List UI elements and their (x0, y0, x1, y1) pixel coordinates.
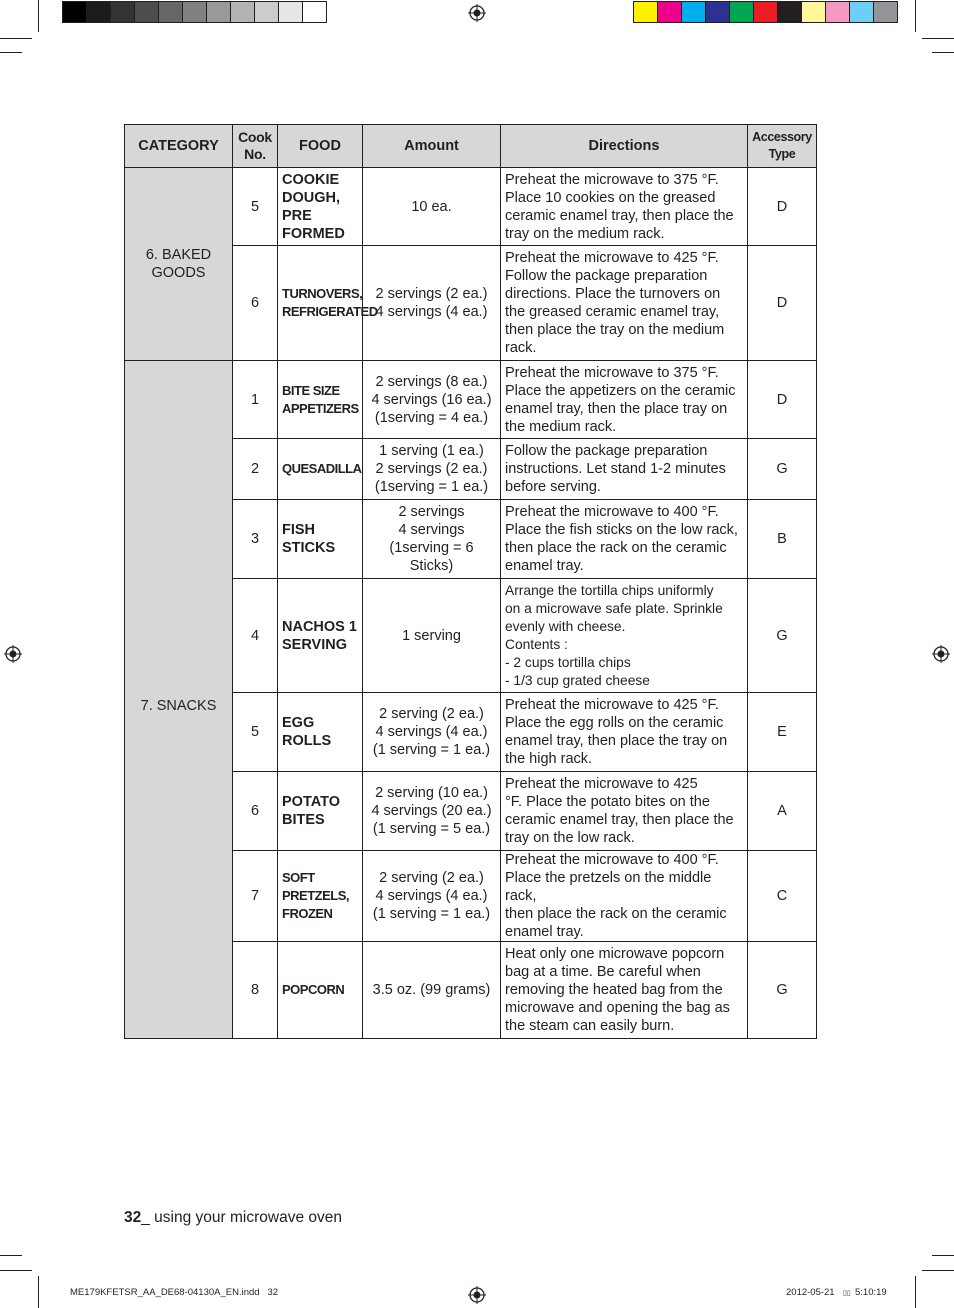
registration-mark-icon (468, 1286, 486, 1304)
amount-line: 1 serving (402, 627, 461, 644)
directions-line: - 1/3 cup grated cheese (505, 672, 650, 688)
food-line: POPCORN (282, 982, 345, 997)
amount-line: (1 serving = 5 ea.) (372, 821, 491, 837)
food-line: ROLLS (282, 733, 332, 749)
category-cell (125, 361, 233, 1039)
directions-line: then place the rack on the ceramic (505, 540, 727, 556)
food-cell (278, 942, 363, 1039)
color-swatch (182, 2, 206, 22)
color-swatch (657, 2, 681, 22)
color-swatch (681, 2, 705, 22)
header-directions: Directions (501, 125, 748, 168)
directions-line: Preheat the microwave to 425 (505, 776, 698, 792)
food-cell (278, 439, 363, 500)
table-header-row (125, 125, 817, 168)
gray-color-bar (62, 1, 327, 23)
slug-date: 2012-05-21 (786, 1287, 835, 1298)
food-line: FROZEN (282, 906, 333, 921)
accessory-type-cell: E (748, 693, 817, 772)
food-cell (278, 579, 363, 693)
color-swatch (634, 2, 657, 22)
header-accessory-type (748, 125, 817, 168)
food-line: COOKIE (282, 171, 340, 188)
registration-mark-icon (468, 4, 486, 22)
accessory-type-cell: D (748, 246, 817, 361)
amount-line: 1 serving (1 ea.) (379, 443, 484, 459)
directions-line: Preheat the microwave to 375 °F. (505, 364, 719, 381)
directions-cell (501, 693, 748, 772)
cook-number-cell: 5 (233, 168, 278, 246)
crop-mark (38, 1276, 39, 1308)
directions-line: then place the tray on the medium (505, 322, 725, 338)
amount-line: (1 serving = 1 ea.) (372, 742, 491, 758)
header-accessory-line: Type (768, 147, 796, 161)
cook-number-cell: 8 (233, 942, 278, 1039)
amount-cell (363, 579, 501, 693)
process-color-bar (633, 1, 898, 23)
color-swatch (801, 2, 825, 22)
amount-cell (363, 500, 501, 579)
amount-line: 2 servings (8 ea.) (375, 373, 488, 390)
food-line: NACHOS 1 (282, 618, 357, 635)
directions-cell (501, 851, 748, 942)
cook-number-cell: 1 (233, 361, 278, 439)
amount-line: 4 servings (4 ea.) (375, 888, 488, 904)
accessory-type-cell: C (748, 851, 817, 942)
color-swatch (63, 2, 86, 22)
directions-line: Place the appetizers on the ceramic (505, 382, 736, 399)
amount-line: 4 servings (16 ea.) (371, 391, 492, 408)
directions-line: before serving. (505, 479, 601, 495)
cook-number-cell: 6 (233, 246, 278, 361)
directions-line: removing the heated bag from the (505, 982, 723, 998)
header-food: FOOD (278, 125, 363, 168)
food-line: TURNOVERS, (282, 286, 363, 301)
directions-line: directions. Place the turnovers on (505, 286, 721, 302)
directions-line: Preheat the microwave to 375 °F. (505, 171, 719, 188)
accessory-type-cell: G (748, 942, 817, 1039)
food-cell (278, 361, 363, 439)
slug-filename: ME179KFETSR_AA_DE68-04130A_EN.indd 32 (70, 1287, 279, 1298)
directions-line: on a microwave safe plate. Sprinkle (505, 600, 723, 616)
amount-line: 10 ea. (411, 198, 452, 215)
food-cell (278, 851, 363, 942)
food-line: REFRIGERATED (282, 304, 378, 319)
directions-line: ceramic enamel tray, then place the (505, 812, 734, 828)
directions-line: enamel tray, then place the tray on (505, 733, 728, 749)
food-cell (278, 500, 363, 579)
color-swatch (753, 2, 777, 22)
food-line: POTATO (282, 794, 340, 810)
amount-cell (363, 772, 501, 851)
cook-number-cell: 7 (233, 851, 278, 942)
directions-line: bag at a time. Be careful when (505, 964, 701, 980)
header-amount: Amount (363, 125, 501, 168)
color-swatch (777, 2, 801, 22)
slug-time: 5:10:19 (855, 1287, 887, 1298)
color-swatch (86, 2, 110, 22)
directions-line: Preheat the microwave to 400 °F. (505, 852, 719, 868)
color-swatch (254, 2, 278, 22)
directions-line: the high rack. (505, 751, 593, 767)
amount-cell (363, 439, 501, 500)
amount-line: (1 serving = 1 ea.) (372, 906, 491, 922)
food-line: PRE (282, 207, 312, 224)
food-cell (278, 772, 363, 851)
cook-number-cell: 3 (233, 500, 278, 579)
directions-cell (501, 361, 748, 439)
directions-line: the medium rack. (505, 418, 617, 435)
amount-line: 2 servings (398, 504, 465, 520)
accessory-type-cell: B (748, 500, 817, 579)
directions-line: Preheat the microwave to 425 °F. (505, 250, 719, 266)
crop-mark (0, 38, 32, 39)
directions-cell (501, 500, 748, 579)
header-category: CATEGORY (125, 125, 233, 168)
amount-line: 2 serving (2 ea.) (379, 706, 484, 722)
directions-line: rack. (505, 340, 537, 356)
directions-line: then place the rack on the ceramic (505, 906, 727, 922)
registration-mark-icon (4, 645, 22, 663)
directions-line: tray on the low rack. (505, 830, 635, 846)
color-swatch (873, 2, 897, 22)
amount-line: 3.5 oz. (99 grams) (372, 982, 491, 998)
amount-cell (363, 851, 501, 942)
directions-line: enamel tray. (505, 558, 584, 574)
amount-cell (363, 693, 501, 772)
crop-mark (932, 1255, 954, 1256)
section-title: _ using your microwave oven (141, 1209, 342, 1226)
table-row (125, 361, 817, 439)
directions-line: enamel tray, then the place tray on (505, 400, 728, 417)
accessory-type-cell: A (748, 772, 817, 851)
food-cell (278, 693, 363, 772)
directions-line: the greased ceramic enamel tray, (505, 304, 720, 320)
accessory-type-cell: D (748, 361, 817, 439)
amount-cell (363, 361, 501, 439)
directions-line: Place the egg rolls on the ceramic (505, 715, 724, 731)
directions-line: Place the pretzels on the middle rack, (505, 870, 712, 904)
accessory-type-cell: D (748, 168, 817, 246)
directions-cell (501, 772, 748, 851)
directions-cell (501, 246, 748, 361)
cooking-guide-table (124, 124, 817, 1039)
amount-line: 4 servings (20 ea.) (371, 803, 492, 819)
directions-line: Place 10 cookies on the greased (505, 189, 716, 206)
amount-line: 2 serving (2 ea.) (379, 870, 484, 886)
color-swatch (158, 2, 182, 22)
color-swatch (705, 2, 729, 22)
registration-mark-icon (932, 645, 950, 663)
food-line: FISH (282, 522, 316, 538)
accessory-type-cell: G (748, 579, 817, 693)
crop-mark (0, 1270, 32, 1271)
header-cook-no-line: No. (244, 146, 266, 162)
amount-cell (363, 942, 501, 1039)
food-cell (278, 246, 378, 361)
directions-cell (501, 942, 748, 1039)
amount-line: (1serving = 1 ea.) (374, 479, 489, 495)
amount-line: 4 servings (398, 522, 465, 538)
food-line: SOFT (282, 870, 315, 885)
crop-mark (922, 1270, 954, 1271)
amount-line: (1serving = 4 ea.) (374, 409, 489, 426)
amount-line: (1serving = 6 Sticks) (389, 540, 474, 574)
amount-cell (363, 246, 501, 361)
amount-line: 2 servings (2 ea.) (375, 461, 488, 477)
crop-mark (38, 0, 39, 32)
header-accessory-line: Accessory (752, 130, 812, 144)
directions-line: Preheat the microwave to 425 °F. (505, 697, 719, 713)
table-row (125, 168, 817, 246)
amount-line: 2 serving (10 ea.) (375, 785, 488, 801)
color-swatch (110, 2, 134, 22)
category-label: GOODS (151, 265, 206, 281)
color-swatch (206, 2, 230, 22)
category-label: 7. SNACKS (140, 697, 217, 714)
food-line: PRETZELS, (282, 888, 350, 903)
food-line: DOUGH, (282, 189, 340, 206)
directions-line: evenly with cheese. (505, 618, 626, 634)
category-label: 6. BAKED (145, 247, 212, 263)
crop-mark (922, 38, 954, 39)
food-line: APPETIZERS (282, 400, 359, 416)
directions-line: °F. Place the potato bites on the (505, 794, 710, 810)
color-swatch (849, 2, 873, 22)
amount-cell (363, 168, 501, 246)
directions-line: Follow the package preparation (505, 443, 708, 459)
directions-line: tray on the medium rack. (505, 225, 665, 242)
color-swatch (729, 2, 753, 22)
cook-number-cell: 5 (233, 693, 278, 772)
slug-glyph: ▯▯ (843, 1290, 851, 1297)
cook-number-cell: 6 (233, 772, 278, 851)
cook-number-cell: 2 (233, 439, 278, 500)
food-line: QUESADILLA (282, 461, 362, 476)
crop-mark (915, 0, 916, 32)
cook-number-cell: 4 (233, 579, 278, 693)
header-cook-no-line: Cook (238, 129, 272, 145)
directions-cell (501, 579, 748, 693)
color-swatch (230, 2, 254, 22)
directions-cell (501, 439, 748, 500)
accessory-type-cell: G (748, 439, 817, 500)
amount-line: 4 servings (4 ea.) (375, 724, 488, 740)
header-cook-no (233, 125, 278, 168)
color-swatch (134, 2, 158, 22)
amount-line: 2 servings (2 ea.) (375, 286, 488, 302)
directions-line: enamel tray. (505, 924, 584, 940)
directions-line: - 2 cups tortilla chips (505, 654, 631, 670)
crop-mark (0, 52, 22, 53)
directions-line: Heat only one microwave popcorn (505, 946, 725, 962)
color-swatch (825, 2, 849, 22)
crop-mark (0, 1255, 22, 1256)
directions-line: Place the fish sticks on the low rack, (505, 522, 738, 538)
directions-line: microwave and opening the bag as (505, 1000, 730, 1016)
food-line: BITES (282, 812, 325, 828)
directions-line: ceramic enamel tray, then place the (505, 207, 734, 224)
category-cell (125, 168, 233, 361)
food-line: STICKS (282, 540, 336, 556)
amount-line: 4 servings (4 ea.) (375, 304, 488, 320)
directions-line: the steam can easily burn. (505, 1018, 675, 1034)
food-line: EGG (282, 715, 315, 731)
crop-mark (915, 1276, 916, 1308)
directions-line: instructions. Let stand 1-2 minutes (505, 461, 726, 477)
food-cell (278, 168, 363, 246)
directions-line: Follow the package preparation (505, 268, 708, 284)
crop-mark (932, 52, 954, 53)
food-line: BITE SIZE (282, 382, 340, 398)
directions-cell (501, 168, 748, 246)
color-swatch (302, 2, 326, 22)
directions-line: Preheat the microwave to 400 °F. (505, 504, 719, 520)
page-footer (124, 1209, 342, 1227)
directions-line: Arrange the tortilla chips uniformly (505, 582, 714, 598)
page-number: 32 (124, 1209, 142, 1226)
food-line: FORMED (282, 225, 345, 242)
directions-line: Contents : (505, 636, 568, 652)
food-line: SERVING (282, 636, 348, 653)
color-swatch (278, 2, 302, 22)
